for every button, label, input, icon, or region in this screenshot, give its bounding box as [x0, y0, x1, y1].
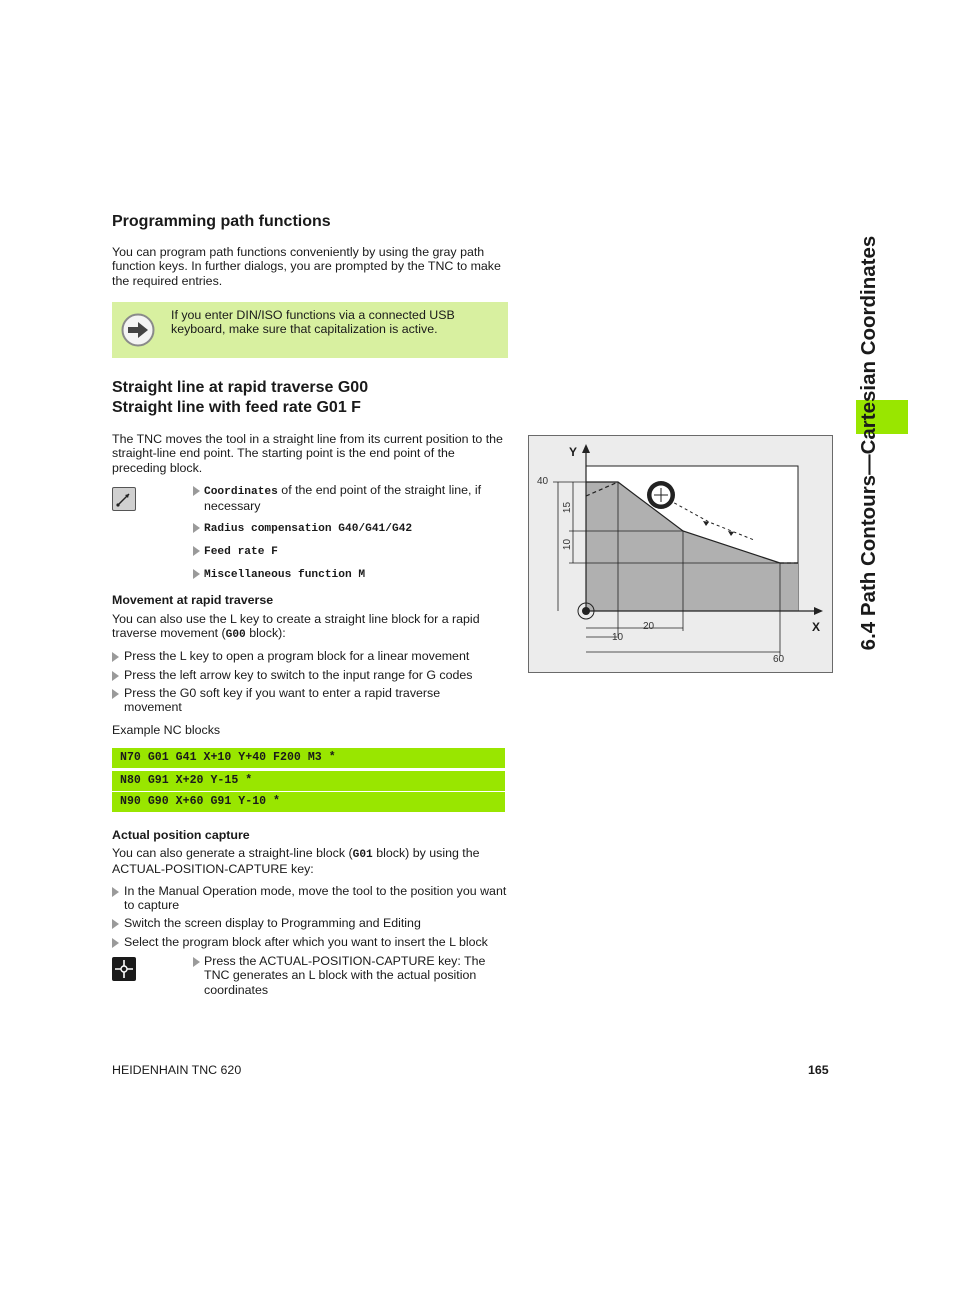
- rapid-heading: Movement at rapid traverse: [112, 593, 274, 607]
- rapid-step-3: [112, 686, 484, 715]
- note-text: If you enter DIN/ISO functions via a connected USB keyboard, make sure that capitalization is active.: [171, 308, 455, 337]
- capture-text: You can also generate a straight-line block (: [112, 846, 353, 860]
- footer-left: HEIDENHAIN TNC 620: [112, 1063, 242, 1077]
- bullet-arrow-icon: [112, 887, 119, 897]
- label-60: 60: [773, 654, 785, 665]
- bullet-arrow-icon: [112, 652, 119, 662]
- capture-text-after: block) by using the ACTUAL-POSITION-CAPTURE key:: [112, 846, 480, 877]
- nc-block-2: N80 G91 X+20 Y-15 *: [112, 771, 505, 791]
- step-text: Press the left arrow key to switch to the input range for G codes: [124, 668, 473, 682]
- bullet-arrow-icon: [193, 486, 200, 496]
- capture-paragraph: [112, 846, 507, 877]
- label-20: 20: [643, 621, 655, 632]
- param-coordinates: [193, 483, 509, 514]
- straight-heading-line2: Straight line with feed rate G01 F: [112, 399, 361, 416]
- nc-block-3: N90 G90 X+60 G91 Y-10 *: [112, 792, 505, 812]
- param-code: Coordinates: [204, 486, 278, 498]
- label-10: 10: [612, 632, 624, 643]
- rapid-step-2: [112, 668, 509, 682]
- actual-position-capture-icon: [112, 957, 136, 981]
- example-label: Example NC blocks: [112, 723, 221, 737]
- note-box: [112, 302, 508, 358]
- section-heading: Programming path functions: [112, 213, 331, 230]
- param-radius: [193, 520, 412, 536]
- step-text: Select the program block after which you want to insert the L block: [124, 935, 488, 949]
- rapid-paragraph: [112, 612, 507, 643]
- side-title-container: [851, 215, 887, 671]
- arrow-right-icon: [121, 313, 155, 347]
- rapid-text: You can also use the L key to create a straight line block for a rapid traverse movement (: [112, 612, 480, 641]
- bullet-arrow-icon: [193, 546, 200, 556]
- capture-code: G01: [352, 849, 373, 861]
- path-figure: [528, 435, 833, 673]
- param-text: of the end point of the straight line, if necessary: [204, 483, 482, 514]
- bullet-arrow-icon: [112, 671, 119, 681]
- step-text: In the Manual Operation mode, move the tool to the position you want to capture: [124, 884, 507, 913]
- capture-step-2: [112, 916, 512, 930]
- label-10-vertical: 10: [562, 538, 574, 551]
- label-15: 15: [562, 501, 574, 514]
- param-code: Feed rate F: [204, 546, 278, 558]
- bullet-arrow-icon: [193, 523, 200, 533]
- param-feed: [193, 543, 278, 559]
- nc-block-1: N70 G01 G41 X+10 Y+40 F200 M3 *: [112, 748, 505, 768]
- bullet-arrow-icon: [112, 938, 119, 948]
- capture-step-3: [112, 935, 524, 949]
- step-text: Press the L key to open a program block for a linear movement: [124, 649, 470, 663]
- straight-heading: [112, 378, 368, 418]
- bullet-arrow-icon: [193, 569, 200, 579]
- x-axis-label: X: [812, 620, 821, 634]
- page-number: 165: [808, 1063, 829, 1077]
- rapid-step-1: [112, 649, 509, 663]
- bullet-arrow-icon: [193, 957, 200, 967]
- step-text: Press the ACTUAL-POSITION-CAPTURE key: The TNC generates an L block with the actual position coordinates: [204, 954, 486, 997]
- figure-drawing: [529, 436, 832, 672]
- line-key-icon: [112, 487, 136, 511]
- straight-heading-line1: Straight line at rapid traverse G00: [112, 379, 369, 396]
- straight-intro: The TNC moves the tool in a straight line from its current position to the straight-line end point. The starting point is the end point of the preceding block.: [112, 432, 503, 475]
- param-code: Radius compensation G40/G41/G42: [204, 523, 413, 535]
- step-text: Press the G0 soft key if you want to enter a rapid traverse movement: [124, 686, 441, 715]
- capture-heading: Actual position capture: [112, 828, 250, 842]
- capture-key-step: [193, 954, 493, 997]
- y-axis-label: Y: [569, 445, 578, 459]
- side-title: 6.4 Path Contours—Cartesian Coordinates: [857, 235, 880, 651]
- param-misc: [193, 566, 365, 582]
- bullet-arrow-icon: [112, 919, 119, 929]
- param-code: Miscellaneous function M: [204, 569, 366, 581]
- label-40: 40: [537, 476, 549, 487]
- bullet-arrow-icon: [112, 689, 119, 699]
- rapid-code: G00: [225, 629, 246, 642]
- rapid-text-after: block):: [245, 626, 286, 641]
- capture-step-1: [112, 884, 512, 913]
- intro-paragraph: You can program path functions conveniently by using the gray path function keys. In further dialogs, you are prompted by the TNC to make the required entries.: [112, 245, 501, 288]
- step-text: Switch the screen display to Programming and Editing: [124, 916, 421, 930]
